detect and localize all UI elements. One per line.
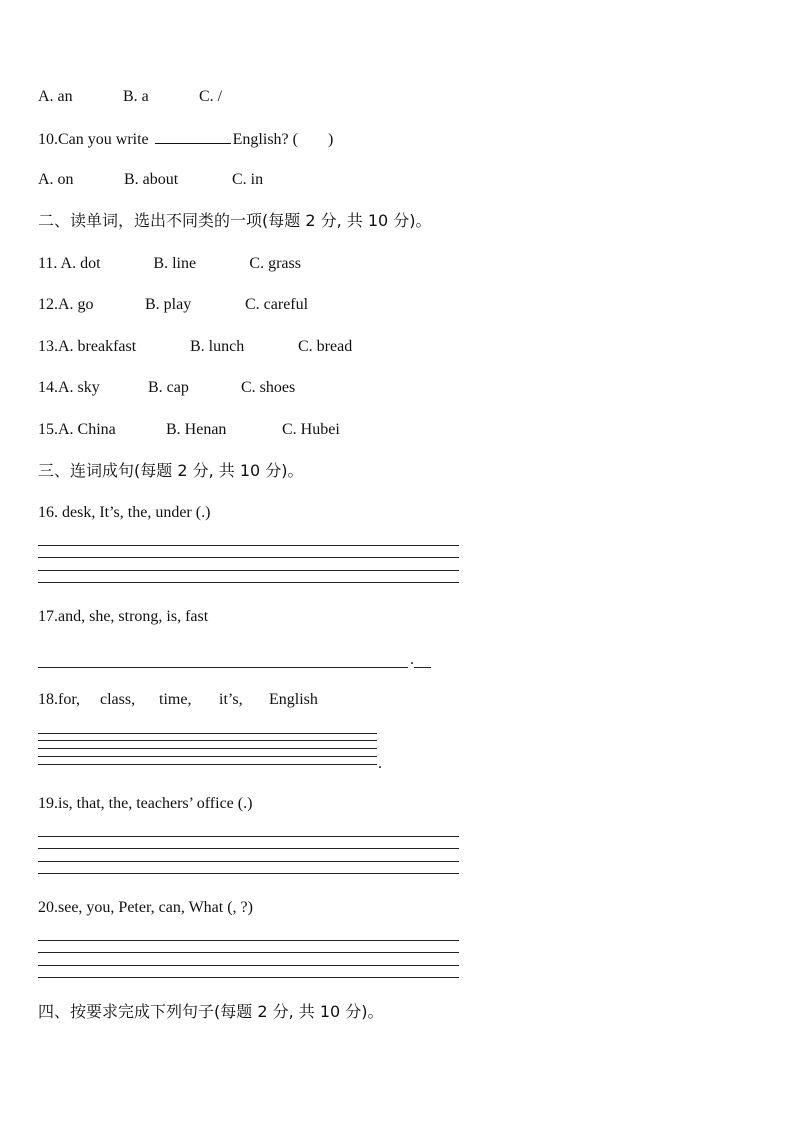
question-14 <box>38 378 295 398</box>
q18-number: 18 <box>38 691 54 708</box>
q15-option-b: B. Henan <box>166 421 227 438</box>
question-17 <box>38 607 208 627</box>
q9-option-b: B. a <box>123 88 149 105</box>
q16-answer-line[interactable] <box>38 557 459 558</box>
q18-word: English <box>269 691 318 708</box>
q11-number: 11 <box>38 255 54 272</box>
q12-option-b: B. play <box>145 296 192 313</box>
q13-option-a: .A. breakfast <box>54 338 137 355</box>
q14-option-c: C. shoes <box>241 379 296 396</box>
q18-answer-line[interactable] <box>38 764 377 765</box>
section-3-heading: 三、连词成句(每题 2 分, 共 10 分)。 <box>38 461 304 480</box>
q19-answer-line[interactable] <box>38 861 459 862</box>
q10-option-a: A. on <box>38 171 74 188</box>
q18-word: .for, <box>54 691 81 708</box>
q16-number: 16 <box>38 504 54 521</box>
q15-number: 15 <box>38 421 54 438</box>
q10-answer-blank[interactable] <box>155 129 231 144</box>
q19-words: .is, that, the, teachers’ office (.) <box>54 795 253 812</box>
q10-option-b: B. about <box>124 171 179 188</box>
q18-word: class, <box>100 691 136 708</box>
q20-number: 20 <box>38 899 54 916</box>
q12-option-c: C. careful <box>245 296 309 313</box>
q18-answer-line[interactable] <box>38 733 377 734</box>
q20-words: .see, you, Peter, can, What (, ?) <box>54 899 253 916</box>
q13-number: 13 <box>38 338 54 355</box>
q18-answer-line[interactable] <box>38 748 377 749</box>
q13-option-b: B. lunch <box>190 338 245 355</box>
question-16 <box>38 503 210 523</box>
question-11 <box>38 254 301 274</box>
question-20 <box>38 898 253 918</box>
q11-option-b: B. line <box>153 255 197 272</box>
q10-text-after: English? ( <box>232 131 298 148</box>
q9-option-a: A. an <box>38 88 73 105</box>
q18-word: it’s, <box>219 691 243 708</box>
q18-answer-line[interactable] <box>38 756 377 757</box>
q20-answer-line[interactable] <box>38 940 459 941</box>
q19-number: 19 <box>38 795 54 812</box>
q16-answer-line[interactable] <box>38 570 459 571</box>
q20-answer-line[interactable] <box>38 977 459 978</box>
q20-answer-line[interactable] <box>38 965 459 966</box>
q16-answer-line[interactable] <box>38 545 459 546</box>
q19-answer-line[interactable] <box>38 848 459 849</box>
section-2-heading: 二、读单词，选出不同类的一项(每题 2 分, 共 10 分)。 <box>38 211 432 230</box>
question-19 <box>38 794 252 814</box>
q16-words: . desk, It’s, the, under (.) <box>54 504 211 521</box>
q15-option-a: .A. China <box>54 421 116 438</box>
q19-answer-line[interactable] <box>38 873 459 874</box>
q9-options <box>38 87 222 107</box>
q20-answer-line[interactable] <box>38 952 459 953</box>
question-15 <box>38 420 340 440</box>
q10-number: 10. <box>38 131 58 148</box>
q18-answer-line[interactable] <box>38 740 377 741</box>
question-13 <box>38 337 352 357</box>
q10-question <box>38 129 333 150</box>
q17-answer-line[interactable] <box>38 667 408 668</box>
q15-option-c: C. Hubei <box>282 421 340 438</box>
q10-text-before: Can you write <box>58 131 149 148</box>
q19-answer-line[interactable] <box>38 836 459 837</box>
q10-option-c: C. in <box>232 171 264 188</box>
q9-option-c: C. / <box>199 88 223 105</box>
q17-answer-line-end <box>414 667 431 668</box>
q11-option-a: . A. dot <box>53 255 101 272</box>
question-18 <box>38 690 318 710</box>
q14-option-b: B. cap <box>148 379 189 396</box>
q18-word: time, <box>159 691 192 708</box>
q17-end-mark: . <box>410 651 414 668</box>
q12-option-a: .A. go <box>54 296 94 313</box>
q10-options <box>38 170 263 190</box>
q17-number: 17 <box>38 608 54 625</box>
q13-option-c: C. bread <box>298 338 353 355</box>
q16-answer-line[interactable] <box>38 582 459 583</box>
q14-number: 14 <box>38 379 54 396</box>
q11-option-c: C. grass <box>249 255 301 272</box>
section-4-heading: 四、按要求完成下列句子(每题 2 分, 共 10 分)。 <box>38 1002 384 1021</box>
q17-words: .and, she, strong, is, fast <box>54 608 209 625</box>
q12-number: 12 <box>38 296 54 313</box>
q18-end-mark: . <box>378 755 382 772</box>
q14-option-a: .A. sky <box>54 379 100 396</box>
question-12 <box>38 295 308 315</box>
q10-paren-close: ) <box>327 131 334 148</box>
